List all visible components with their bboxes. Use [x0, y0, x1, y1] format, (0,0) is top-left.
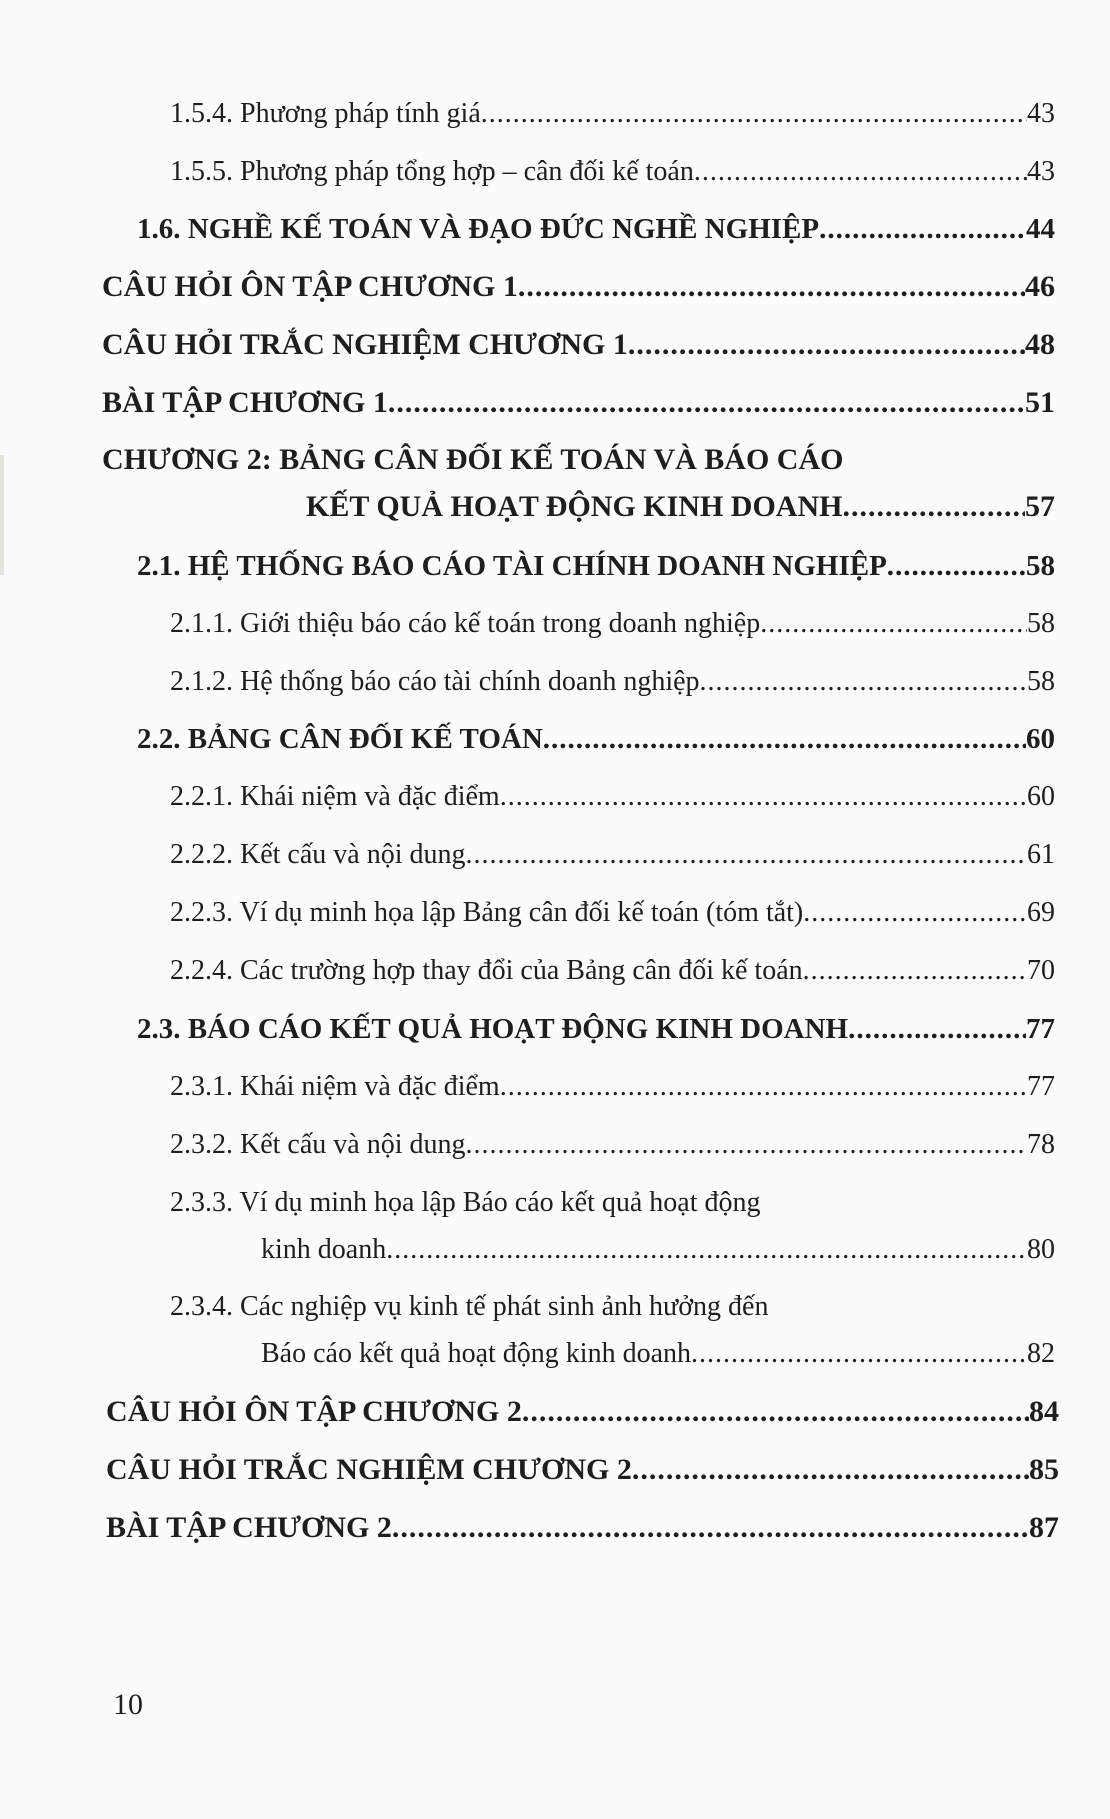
- toc-entry-multiple-choice-ch2[interactable]: [106, 1453, 1059, 1487]
- toc-entry-title: 2.2. BẢNG CÂN ĐỐI KẾ TOÁN: [137, 723, 543, 755]
- toc-entry-page: 85: [1029, 1453, 1059, 1486]
- page-number: 10: [113, 1688, 143, 1721]
- toc-entry-2-3-3[interactable]: [261, 1234, 1055, 1266]
- toc-entry-page: 60: [1027, 781, 1055, 812]
- toc-entry-2-1-2[interactable]: [170, 666, 1055, 698]
- leader-dots: [760, 608, 1027, 640]
- toc-entry-exercises-ch1[interactable]: [102, 386, 1055, 420]
- leader-dots: [694, 156, 1027, 188]
- toc-entry-page: 57: [1025, 490, 1055, 523]
- toc-entry-page: 82: [1027, 1338, 1055, 1369]
- toc-entry-page: 48: [1025, 328, 1055, 361]
- toc-entry-2-2[interactable]: [137, 723, 1055, 756]
- leader-dots: [848, 1013, 1026, 1046]
- toc-entry-review-questions-ch1[interactable]: [102, 270, 1055, 304]
- toc-entry-page: 51: [1025, 386, 1055, 419]
- toc-entry-2-3-1[interactable]: [170, 1071, 1055, 1103]
- toc-entry-page: 46: [1025, 270, 1055, 303]
- toc-entry-page: 77: [1027, 1071, 1055, 1102]
- leader-dots: [466, 839, 1028, 871]
- toc-entry-2-1-1[interactable]: [170, 608, 1055, 640]
- toc-entry-1-5-5[interactable]: [170, 156, 1055, 188]
- toc-entry-page: 80: [1027, 1234, 1055, 1265]
- toc-entry-2-3-4-line1[interactable]: 2.3.4. Các nghiệp vụ kinh tế phát sinh ảnh hưởng đến: [170, 1291, 769, 1322]
- toc-entry-page: 61: [1027, 839, 1055, 870]
- toc-entry-title: 2.1. HỆ THỐNG BÁO CÁO TÀI CHÍNH DOANH NGHIỆP: [137, 550, 887, 582]
- toc-entry-page: 44: [1026, 213, 1055, 245]
- leader-dots: [691, 1338, 1027, 1370]
- toc-entry-multiple-choice-ch1[interactable]: [102, 328, 1055, 362]
- leader-dots: [388, 386, 1025, 420]
- toc-entry-page: 58: [1026, 550, 1055, 582]
- toc-entry-title: 2.2.4. Các trường hợp thay đổi của Bảng cân đối kế toán: [170, 955, 803, 986]
- leader-dots: [803, 955, 1027, 987]
- toc-entry-title: BÀI TẬP CHƯƠNG 1: [102, 386, 388, 419]
- toc-entry-title: 2.3.1. Khái niệm và đặc điểm: [170, 1071, 500, 1102]
- toc-entry-page: 58: [1027, 608, 1055, 639]
- toc-entry-exercises-ch2[interactable]: [106, 1511, 1059, 1545]
- toc-entry-2-3-2[interactable]: [170, 1129, 1055, 1161]
- toc-entry-chapter-2-line1[interactable]: CHƯƠNG 2: BẢNG CÂN ĐỐI KẾ TOÁN VÀ BÁO CÁO: [102, 443, 844, 476]
- toc-entry-title: BÀI TẬP CHƯƠNG 2: [106, 1511, 392, 1544]
- toc-entry-title: CÂU HỎI TRẮC NGHIỆM CHƯƠNG 1: [102, 328, 628, 361]
- leader-dots: [386, 1234, 1027, 1266]
- toc-entry-chapter-2[interactable]: [306, 490, 1055, 524]
- toc-entry-title: CÂU HỎI ÔN TẬP CHƯƠNG 1: [102, 270, 518, 303]
- page-edge-shadow: [0, 455, 4, 575]
- toc-entry-page: 84: [1029, 1395, 1059, 1428]
- leader-dots: [466, 1129, 1028, 1161]
- leader-dots: [887, 550, 1026, 583]
- toc-entry-page: 78: [1027, 1129, 1055, 1160]
- toc-entry-2-3[interactable]: [137, 1013, 1055, 1046]
- toc-entry-2-2-2[interactable]: [170, 839, 1055, 871]
- toc-entry-page: 60: [1026, 723, 1055, 755]
- toc-entry-title: 1.5.5. Phương pháp tổng hợp – cân đối kế toán: [170, 156, 694, 187]
- leader-dots: [842, 490, 1025, 524]
- toc-entry-2-2-3[interactable]: [170, 897, 1055, 929]
- toc-entry-title: 2.2.2. Kết cấu và nội dung: [170, 839, 466, 870]
- leader-dots: [481, 98, 1027, 130]
- toc-entry-title: 2.3. BÁO CÁO KẾT QUẢ HOẠT ĐỘNG KINH DOANH: [137, 1013, 849, 1045]
- toc-entry-title: 2.3.2. Kết cấu và nội dung: [170, 1129, 466, 1160]
- toc-entry-title: 1.5.4. Phương pháp tính giá: [170, 98, 481, 129]
- toc-entry-page: 77: [1026, 1013, 1055, 1045]
- toc-entry-title: KẾT QUẢ HOẠT ĐỘNG KINH DOANH: [306, 490, 843, 523]
- leader-dots: [628, 328, 1025, 362]
- toc-entry-2-1[interactable]: [137, 550, 1055, 583]
- toc-entry-title: 1.6. NGHỀ KẾ TOÁN VÀ ĐẠO ĐỨC NGHỀ NGHIỆP: [137, 213, 820, 245]
- leader-dots: [518, 270, 1025, 304]
- toc-entry-title: 2.1.2. Hệ thống báo cáo tài chính doanh nghiệp: [170, 666, 700, 697]
- toc-entry-2-3-3-line1[interactable]: 2.3.3. Ví dụ minh họa lập Báo cáo kết quả hoạt động: [170, 1187, 761, 1218]
- toc-entry-2-3-4[interactable]: [261, 1338, 1055, 1370]
- toc-entry-title: CÂU HỎI TRẮC NGHIỆM CHƯƠNG 2: [106, 1453, 632, 1486]
- toc-entry-page: 87: [1029, 1511, 1059, 1544]
- toc-entry-title: 2.2.3. Ví dụ minh họa lập Bảng cân đối kế toán (tóm tắt): [170, 897, 804, 928]
- leader-dots: [500, 781, 1027, 813]
- toc-entry-page: 43: [1027, 156, 1055, 187]
- leader-dots: [632, 1453, 1029, 1487]
- toc-entry-page: 70: [1027, 955, 1055, 986]
- leader-dots: [700, 666, 1027, 698]
- leader-dots: [819, 213, 1026, 246]
- toc-entry-2-2-1[interactable]: [170, 781, 1055, 813]
- toc-entry-title: Báo cáo kết quả hoạt động kinh doanh: [261, 1338, 692, 1369]
- leader-dots: [522, 1395, 1029, 1429]
- leader-dots: [500, 1071, 1027, 1103]
- toc-entry-page: 58: [1027, 666, 1055, 697]
- leader-dots: [543, 723, 1026, 756]
- toc-entry-title: kinh doanh: [261, 1234, 387, 1265]
- toc-entry-1-5-4[interactable]: [170, 98, 1055, 130]
- toc-entry-page: 43: [1027, 98, 1055, 129]
- toc-entry-title: 2.2.1. Khái niệm và đặc điểm: [170, 781, 500, 812]
- toc-entry-title: 2.1.1. Giới thiệu báo cáo kế toán trong doanh nghiệp: [170, 608, 761, 639]
- toc-entry-page: 69: [1027, 897, 1055, 928]
- toc-entry-1-6[interactable]: [137, 213, 1055, 246]
- leader-dots: [803, 897, 1027, 929]
- toc-entry-2-2-4[interactable]: [170, 955, 1055, 987]
- toc-entry-title: CÂU HỎI ÔN TẬP CHƯƠNG 2: [106, 1395, 522, 1428]
- leader-dots: [392, 1511, 1029, 1545]
- toc-entry-review-questions-ch2[interactable]: [106, 1395, 1059, 1429]
